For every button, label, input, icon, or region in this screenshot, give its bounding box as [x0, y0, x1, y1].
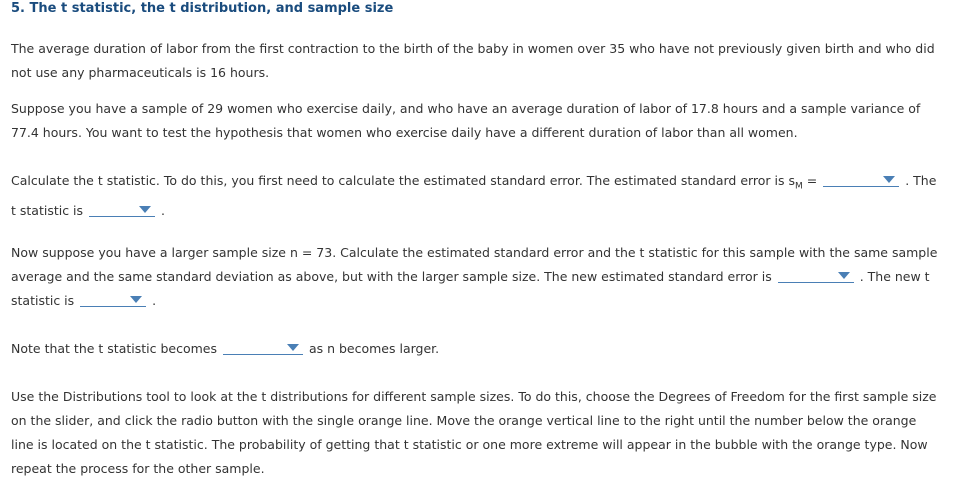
paragraph-t-behavior — [11, 337, 941, 361]
standard-error-symbol: $s_M$ = — [788, 173, 822, 192]
t-behavior-dropdown[interactable] — [223, 340, 303, 355]
p3-text-after-dd2: . — [157, 202, 165, 218]
p4-text-after-dd1: . The new t statistic is — [11, 269, 930, 308]
p4-text-before: Now suppose you have a larger sample size n = 73. Calculate the estimated standard error and the t statistic for this sample with the same sample average and the same standard deviation as above, but with the larger sample size. The new estimated standard error is — [11, 245, 938, 284]
p5-text-after: as n becomes larger. — [304, 341, 440, 356]
p4-text-after-dd2: . — [148, 293, 157, 308]
t-stat-1-dropdown[interactable] — [89, 202, 155, 217]
std-error-2-dropdown[interactable] — [778, 268, 854, 283]
p3-text-before: Calculate the t statistic. To do this, you first need to calculate the estimated standard error. The estimated standard error is — [11, 173, 789, 188]
paragraph-background: The average duration of labor from the first contraction to the birth of the baby in women over 35 who have not previously given birth and who did not use any pharmaceuticals is 16 hours. — [11, 41, 935, 80]
p5-text-before: Note that the t statistic becomes — [11, 341, 221, 356]
paragraph-larger-sample — [11, 241, 941, 313]
dropdown-arrow-icon — [287, 344, 299, 351]
paragraph-calc-t-statistic — [11, 169, 941, 223]
paragraph-sample-description: Suppose you have a sample of 29 women who exercise daily, and who have an average duration of labor of 17.8 hours and a sample variance of 77.4 hours. You want to test the hypothesis that women who exercise daily have a different duration of labor than all women. — [11, 101, 921, 140]
question-title: 5. The t statistic, the t distribution, and sample size — [11, 1, 394, 16]
dropdown-arrow-icon — [130, 296, 142, 303]
std-error-1-dropdown[interactable] — [823, 172, 899, 187]
p3-text-after-dd1: . The t statistic is — [11, 173, 937, 218]
dropdown-arrow-icon — [838, 272, 850, 279]
t-stat-2-dropdown[interactable] — [80, 292, 146, 307]
dropdown-arrow-icon — [139, 206, 151, 213]
dropdown-arrow-icon — [883, 176, 895, 183]
paragraph-distributions-tool: Use the Distributions tool to look at the t distributions for different sample sizes. To do this, choose the Degrees of Freedom for the first sample size on the slider, and click the radio button with the single orange line. Move the orange vertical line to the right until the number below the orange line is located on the t statistic. The probability of getting that t statistic or one more extreme will appear in the bubble with the orange type. Now repeat the process for the other sample. — [11, 389, 937, 476]
